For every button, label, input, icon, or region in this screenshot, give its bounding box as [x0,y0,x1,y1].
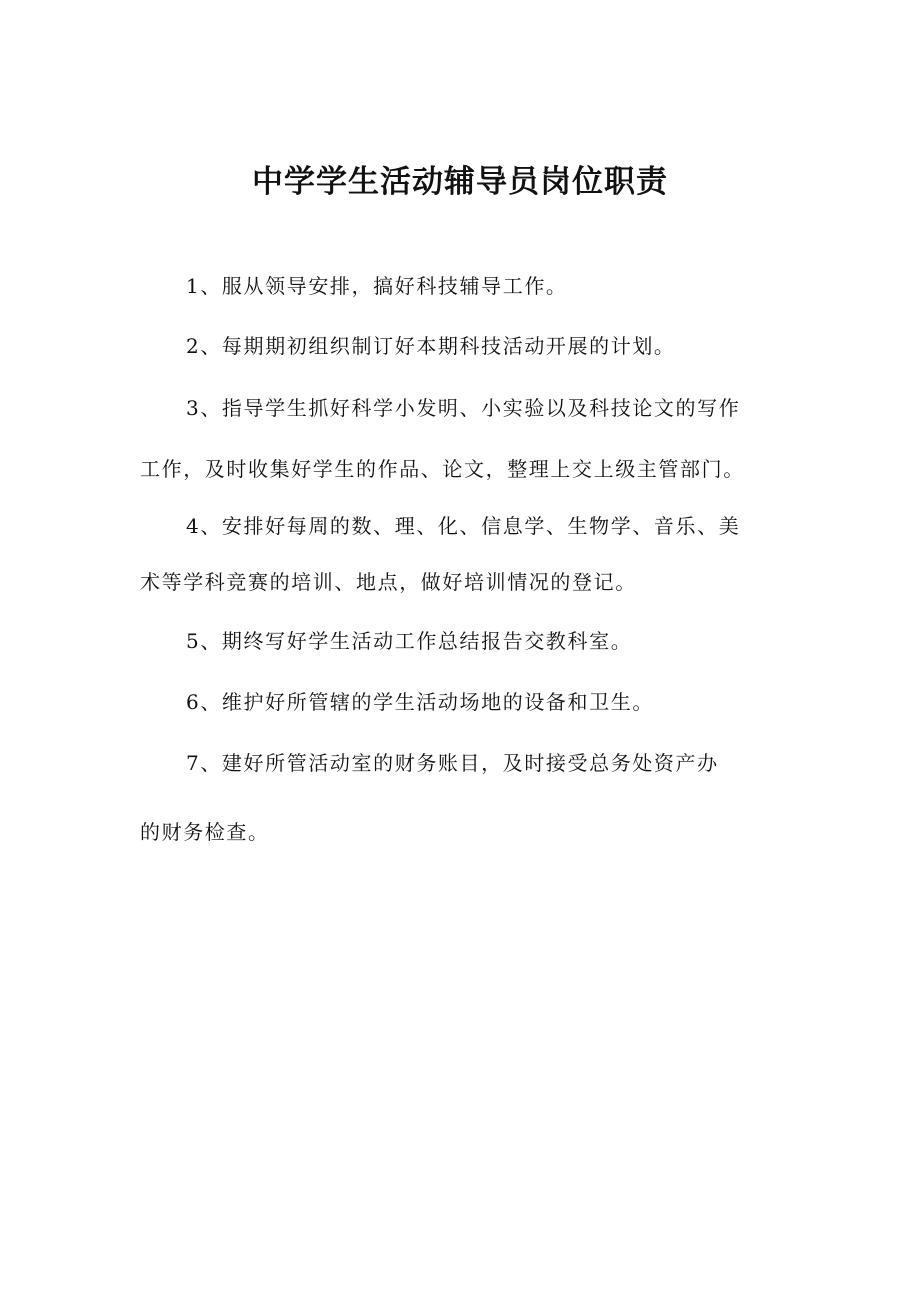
document-title: 中学学生活动辅导员岗位职责 [252,164,668,200]
item-5-line-1: 5、期终写好学生活动工作总结报告交教科室。 [186,629,633,653]
item-1-line-1: 1、服从领导安排，搞好科技辅导工作。 [186,274,568,298]
item-6-line-1: 6、维护好所管辖的学生活动场地的设备和卫生。 [186,690,654,714]
item-4-line-2: 术等学科竞赛的培训、地点，做好培训情况的登记。 [140,570,637,594]
item-2-line-1: 2、每期期初组织制订好本期科技活动开展的计划。 [186,334,676,358]
item-7-line-2: 的财务检查。 [140,820,270,844]
item-4-line-1: 4、安排好每周的数、理、化、信息学、生物学、音乐、美 [186,514,741,538]
item-3-line-1: 3、指导学生抓好科学小发明、小实验以及科技论文的写作 [186,396,741,420]
item-7-line-1: 7、建好所管活动室的财务账目，及时接受总务处资产办 [186,751,719,775]
item-3-line-2: 工作，及时收集好学生的作品、论文，整理上交上级主管部门。 [140,457,745,481]
